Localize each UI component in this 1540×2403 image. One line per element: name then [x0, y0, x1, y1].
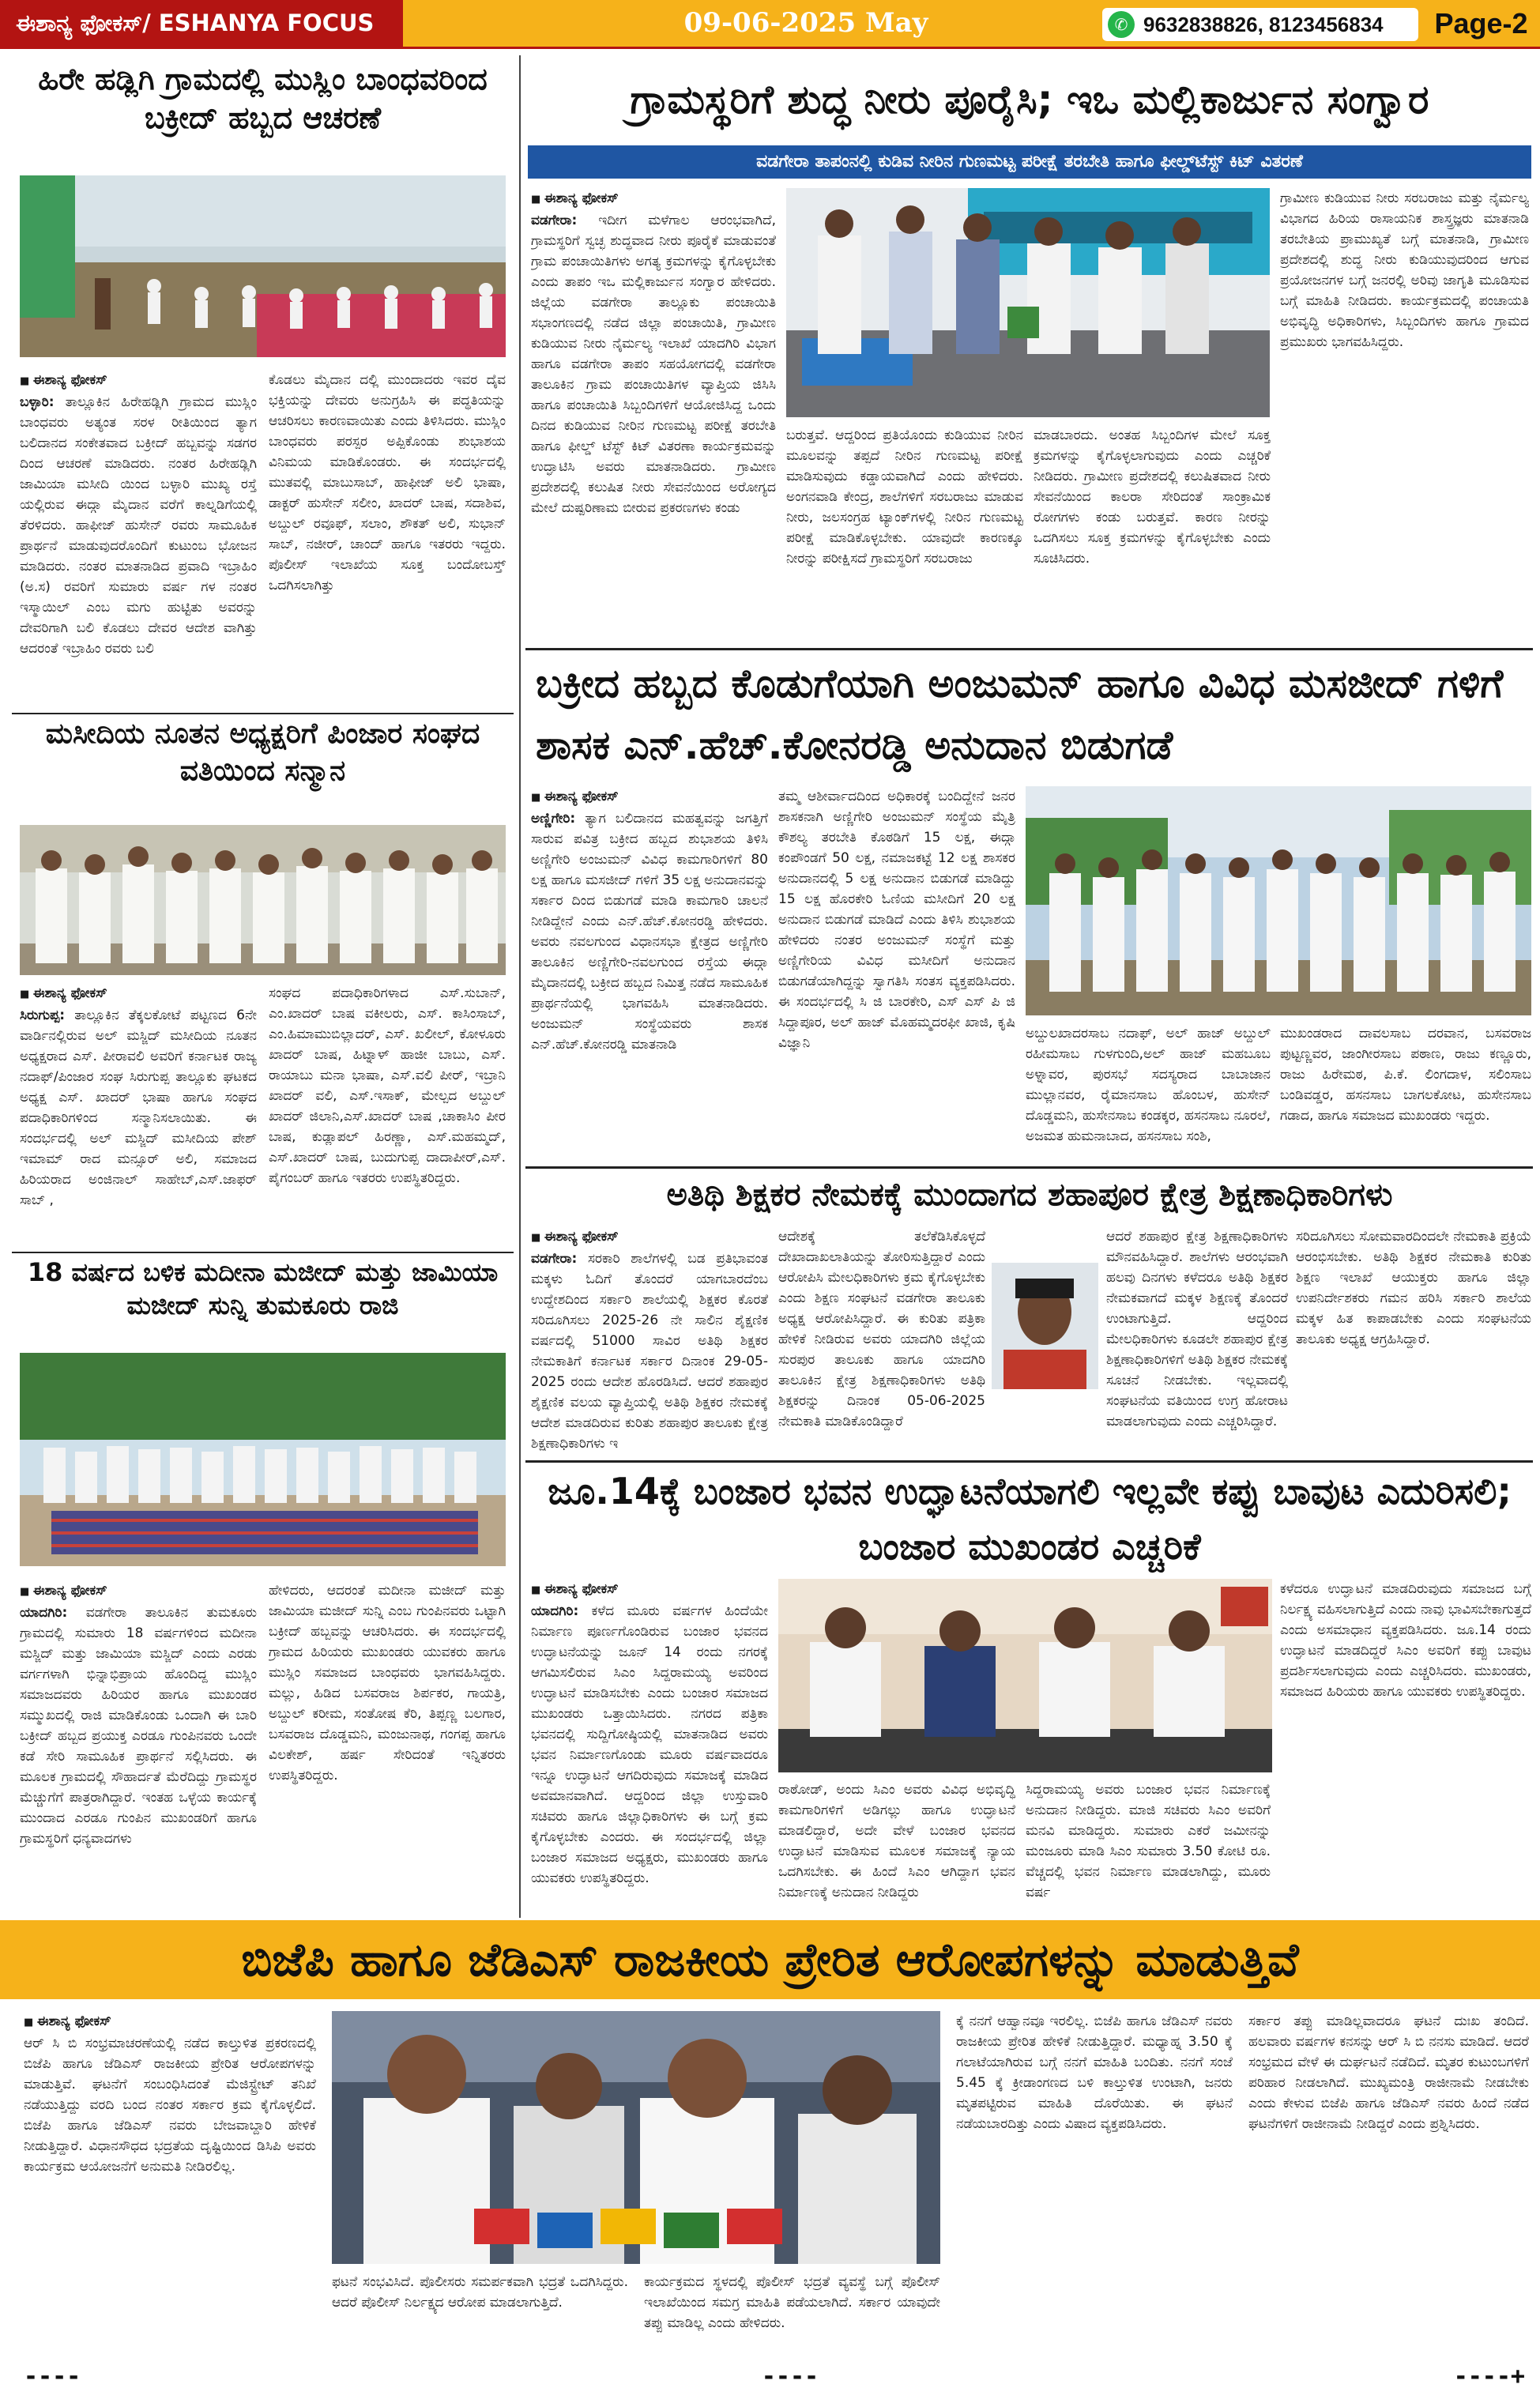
article-text: ಕಳೆದರೂ ಉದ್ಘಾಟನೆ ಮಾಡದಿರುವುದು ಸಮಾಜದ ಬಗ್ಗೆ ನಿರ್ಲಕ್ಷ್ಯ ವಹಿಸಲಾಗುತ್ತಿದೆ ಎಂದು ನಾವು ಭಾವಿಸಬೇಕಾಗುತ್ತದೆ ಎಂದು ಅಸಮಾಧಾನ ವ್ಯಕ್ತಪಡಿಸಿದರು. ಜೂ.14 ರಂದು ಉದ್ಘಾಟನೆ ಮಾಡದಿದ್ದರೆ ಸಿಎಂ ಅವರಿಗೆ ಕಪ್ಪು ಬಾವುಟ ಪ್ರದರ್ಶಿಸಲಾಗುವುದು ಎಂದು ಎಚ್ಚರಿಸಿದರು. ಮುಖಂಡರು, ಸಮಾಜದ ಹಿರಿಯರು ಹಾಗೂ ಯುವಕರು ಉಪಸ್ಥಿತರಿದ್ದರು.	[1280, 1581, 1531, 1700]
article-text: ಅಬ್ದುಲಖಾದರಸಾಬ ನದಾಫ್, ಅಲ್ ಹಾಜ್ ಅಬ್ದುಲ್ ರಹೀಮಸಾಬ ಗುಳಗುಂದಿ,ಅಲ್ ಹಾಜ್ ಮಹಬೂಬ ಅಳ್ನಾವರ, ಪುರಸಭೆ ಸದಸ್ಯರಾದ ಬಾಬಾಜಾನ ಮುಲ್ಲಾನವರ, ರೈಮಾನಸಾಬ ಹೊಂಬಳ, ಹುಸೇನ್ ದೊಡ್ಡಮನಿ, ಹುಸೇನಸಾಬ ಕಂಡಕ್ಕರ, ಹಸನಸಾಬ ನೂರಲೆ, ಅಜಮತ ಹುಮನಾಬಾದ, ಹಸನಸಾಬ ಸಂಶಿ,	[1026, 1026, 1271, 1144]
article-text: ಫಟನೆ ಸಂಭವಿಸಿದೆ. ಪೊಲೀಸರು ಸಮರ್ಪಕವಾಗಿ ಭದ್ರತೆ ಒದಗಿಸಿದ್ದರು. ಆದರೆ ಪೊಲೀಸ್ ನಿರ್ಲಕ್ಷ್ಯದ ಆರೋಪ ಮಾಡಲಾಗುತ್ತಿದೆ.	[332, 2274, 628, 2311]
footer-marker-center: ----	[761, 2363, 819, 2390]
article-text: ಸರಕಾರಿ ಶಾಲೆಗಳಲ್ಲಿ ಬಡ ಪ್ರತಿಭಾವಂತ ಮಕ್ಕಳು ಓದಿಗೆ ತೊಂದರೆ ಯಾಗಬಾರದೆಂಬ ಉದ್ದೇಶದಿಂದ ಸರ್ಕಾರಿ ಶಾಲೆಯಲ್ಲಿ ಶಿಕ್ಷಕರ ಕೊರತೆ ಸರಿದೂಗಿಸಲು 2025-26 ನೇ ಸಾಲಿನ ಶೈಕ್ಷಣಿಕ ವರ್ಷದಲ್ಲಿ 51000 ಸಾವಿರ ಅತಿಥಿ ಶಿಕ್ಷಕರ ನೇಮಕಾತಿಗೆ ಕರ್ನಾಟಕ ಸರ್ಕಾರ ದಿನಾಂಕ 29-05-2025 ರಂದು ಆದೇಶ ಹೊರಡಿಸಿದೆ. ಆದರೆ ಶಹಾಪುರ ಶೈಕ್ಷಣಿಕ ವಲಯ ವ್ಯಾಪ್ತಿಯಲ್ಲಿ ಅತಿಥಿ ಶಿಕ್ಷಕರ ನೇಮಕಕ್ಕೆ ಆದೇಶ ಮಾಡದಿರುವ ಕುರಿತು ಶಹಾಪುರ ತಾಲೂಕು ಕ್ಷೇತ್ರ ಶಿಕ್ಷಣಾಧಿಕಾರಿಗಳು ಇ	[531, 1251, 768, 1452]
article-body-column	[778, 1226, 985, 1456]
article-text: ತ್ಯಾಗ ಬಲಿದಾನದ ಮಹತ್ವವನ್ನು ಜಗತ್ತಿಗೆ ಸಾರುವ ಪವಿತ್ರ ಬಕ್ರೀದ ಹಬ್ಬದ ಶುಭಾಶಯ ತಿಳಿಸಿ ಅಣ್ಣಿಗೇರಿ ಅಂಜುಮನ್ ವಿವಿಧ ಕಾಮಗಾರಿಗಳಿಗೆ 80 ಲಕ್ಷ ಹಾಗೂ ಮಸಜೀದ್ ಗಳಿಗೆ 35 ಲಕ್ಷ ಅನುದಾನವನ್ನು ಸರ್ಕಾರ ದಿಂದ ಬಿಡುಗಡೆ ಮಾಡಿ ಕಾಮಗಾರಿ ಚಾಲನೆ ನೀಡಿದ್ದೇನೆ ಎಂದು ಎನ್.ಹೆಚ್.ಕೋನರಡ್ಡಿ ಹೇಳಿದರು. ಅವರು ನವಲಗುಂದ ವಿಧಾನಸಭಾ ಕ್ಷೇತ್ರದ ಅಣ್ಣಿಗೇರಿ ತಾಲೂಕಿನ ಅಣ್ಣಿಗೇರಿ-ನವಲಗುಂದ ರಸ್ತೆಯ ಈದ್ಗಾ ಮೈದಾನದಲ್ಲಿ ಬಕ್ರೀದ ಹಬ್ಬದ ನಿಮಿತ್ತ ನಡೆದ ಸಾಮೂಹಿಕ ಪ್ರಾರ್ಥನೆಯಲ್ಲಿ ಭಾಗವಹಿಸಿ ಮಾತನಾಡಿದರು. ಅಂಜುಮನ್ ಸಂಸ್ಥೆಯವರು ಶಾಸಕ ಎನ್.ಹೆಚ್.ಕೋನರಡ್ಡಿ ಮಾತನಾಡಿ	[531, 811, 768, 1053]
article-dateline: ವಡಗೇರಾ:	[531, 1251, 578, 1267]
footer-marker-left: ----	[24, 2363, 81, 2390]
article-body-column	[1106, 1226, 1288, 1456]
article-body-column	[1034, 425, 1271, 643]
article-text: ಆದರೆ ಶಹಾಪುರ ಕ್ಷೇತ್ರ ಶಿಕ್ಷಣಾಧಿಕಾರಿಗಳು ಮೌನವಹಿಸಿದ್ದಾರೆ. ಶಾಲೆಗಳು ಆರಂಭವಾಗಿ ಹಲವು ದಿನಗಳು ಕಳೆದರೂ ಅತಿಥಿ ಶಿಕ್ಷಕರ ನೇಮಕವಾಗದೆ ಮಕ್ಕಳ ಶಿಕ್ಷಣಕ್ಕೆ ತೊಂದರೆ ಉಂಟಾಗುತ್ತಿದೆ. ಆದ್ದರಿಂದ ಮೇಲಧಿಕಾರಿಗಳು ಕೂಡಲೇ ಶಹಾಪುರ ಕ್ಷೇತ್ರ ಶಿಕ್ಷಣಾಧಿಕಾರಿಗಳಿಗೆ ಅತಿಥಿ ಶಿಕ್ಷಕರ ನೇಮಕಕ್ಕೆ ಸೂಚನೆ ನೀಡಬೇಕು. ಇಲ್ಲವಾದಲ್ಲಿ ಸಂಘಟನೆಯ ವತಿಯಿಂದ ಉಗ್ರ ಹೋರಾಟ ಮಾಡಲಾಗುವುದು ಎಂದು ಎಚ್ಚರಿಸಿದ್ದಾರೆ.	[1106, 1229, 1288, 1429]
article-text: ಕೊಡಲು ಮೈದಾನ ದಲ್ಲಿ ಮುಂದಾದರು ಇವರ ದೈವ ಭಕ್ತಿಯನ್ನು ದೇವರು ಅನುಗ್ರಹಿಸಿ ಈ ಪದ್ಧತಿಯನ್ನು ಆಚರಿಸಲು ಕಾರಣವಾಯಿತು ಎಂದು ತಿಳಿಸಿದರು. ಮುಸ್ಲಿಂ ಬಾಂಧವರು ಪರಸ್ಪರ ಅಪ್ಪಿಕೊಂಡು ಶುಭಾಶಯ ವಿನಿಮಯ ಮಾಡಿಕೊಂಡರು. ಈ ಸಂದರ್ಭದಲ್ಲಿ ಮುತವಲ್ಲಿ ಮಾಬುಸಾಬ್, ಹಾಫೀಜ್ ಅಲಿ ಭಾಷಾ, ಡಾಕ್ಟರ್ ಹುಸೇನ್ ಸಲೀಂ, ಖಾದರ್ ಬಾಷ, ಸದಾಶಿವ, ಅಬ್ದುಲ್ ರವೂಫ್, ಸಲಾಂ, ಶೌಕತ್ ಅಲಿ, ಸುಭಾನ್ ಸಾಬ್, ನಜೀರ್, ಚಾಂದ್ ಹಾಗೂ ಇತರರು ಇದ್ದರು. ಪೊಲೀಸ್ ಇಲಾಖೆಯ ಸೂಕ್ತ ಬಂದೋಬಸ್ತ್ ಒದಗಿಸಲಾಗಿತ್ತು	[269, 372, 506, 593]
article-body-column	[1280, 1579, 1531, 1915]
newspaper-name: ಈಶಾನ್ಯ ಫೋಕಸ್/ ESHANYA FOCUS	[0, 0, 403, 47]
article-headline: ಬಿಜೆಪಿ ಹಾಗೂ ಜೆಡಿಎಸ್ ರಾಜಕೀಯ ಪ್ರೇರಿತ ಆರೋಪಗಳನ್ನು ಮಾಡುತ್ತಿವೆ	[241, 1933, 1299, 1987]
article-dateline: ಅಣ್ಣಿಗೇರಿ:	[531, 811, 576, 827]
article-byline: ■ ಈಶಾನ್ಯ ಫೋಕಸ್	[20, 1580, 257, 1603]
article-headline: ಜೂ.14ಕ್ಕೆ ಬಂಜಾರ ಭವನ ಉದ್ಘಾಟನೆಯಾಗಲಿ ಇಲ್ಲವೇ ಕಪ್ಪು ಬಾವುಟ ಎದುರಿಸಲಿ; ಬಂಜಾರ ಮುಖಂಡರ ಎಚ್ಚರಿಕೆ	[548, 1470, 1512, 1568]
article-text: ಸರಿದೂಗಿಸಲು ಸೋಮವಾರದಿಂದಲೇ ನೇಮಕಾತಿ ಪ್ರಕ್ರಿಯೆ ಆರಂಭಿಸಬೇಕು. ಅತಿಥಿ ಶಿಕ್ಷಕರ ನೇಮಕಾತಿ ಕುರಿತು ಶಿಕ್ಷಣ ಇಲಾಖೆ ಆಯುಕ್ತರು ಹಾಗೂ ಜಿಲ್ಲಾ ಉಪನಿರ್ದೇಶಕರು ಗಮನ ಹರಿಸಿ ಸರ್ಕಾರಿ ಶಾಲೆಯ ಮಕ್ಕಳ ಹಿತ ಕಾಪಾಡಬೇಕು ಎಂದು ಸಂಘಟನೆಯ ತಾಲೂಕು ಅಧ್ಯಕ್ಷ ಆಗ್ರಹಿಸಿದ್ದಾರೆ.	[1296, 1229, 1531, 1347]
article-text: ಸರ್ಕಾರ ತಪ್ಪು ಮಾಡಿಲ್ಲವಾದರೂ ಘಟನೆ ದುಃಖ ತಂದಿದೆ. ಹಲವಾರು ವರ್ಷಗಳ ಕನಸನ್ನು ಆರ್ ಸಿ ಬಿ ನನಸು ಮಾಡಿದೆ. ಆದರೆ ಸಂಭ್ರಮದ ವೇಳೆ ಈ ದುರ್ಘಟನೆ ನಡೆದಿದೆ. ಮೃತರ ಕುಟುಂಬಗಳಿಗೆ ಪರಿಹಾರ ನೀಡಲಾಗಿದೆ. ಮುಖ್ಯಮಂತ್ರಿ ರಾಜೀನಾಮೆ ನೀಡಬೇಕು ಎಂದು ಕೇಳುವ ಬಿಜೆಪಿ ಹಾಗೂ ಜೆಡಿಎಸ್ ನವರು ಹಿಂದೆ ನಡೆದ ಘಟನೆಗಳಿಗೆ ರಾಜೀನಾಮೆ ನೀಡಿದ್ದರೆ ಎಂದು ಪ್ರಶ್ನಿಸಿದರು.	[1248, 2013, 1529, 2132]
column-divider	[519, 55, 521, 1918]
article-byline: ■ ಈಶಾನ್ಯ ಫೋಕಸ್	[20, 983, 257, 1005]
portrait-photo	[992, 1263, 1098, 1389]
article-body-column	[531, 1579, 768, 1915]
article-byline: ■ ಈಶಾನ್ಯ ಫೋಕಸ್	[20, 370, 257, 392]
article-dateline: ವಡಗೇರಾ:	[531, 213, 578, 228]
article-body-column	[20, 1580, 257, 1912]
article-photo	[20, 825, 506, 975]
article-body-column	[24, 2011, 316, 2351]
article-body-column	[1280, 1023, 1531, 1162]
footer-marker-right: ----+	[1453, 2363, 1525, 2390]
article-dateline: ಯಾದಗಿರಿ:	[531, 1603, 579, 1619]
article-headline: ಬಕ್ರೀದ ಹಬ್ಬದ ಕೊಡುಗೆಯಾಗಿ ಅಂಜುಮನ್ ಹಾಗೂ ವಿವಿಧ ಮಸಜೀದ್ ಗಳಿಗೆ ಶಾಸಕ ಎನ್.ಹೆಚ್.ಕೋನರಡ್ಡಿ ಅನುದಾನ ಬಿಡುಗಡೆ	[536, 661, 1504, 768]
article-photo	[332, 2011, 940, 2264]
article-text: ಸಂಘದ ಪದಾಧಿಕಾರಿಗಳಾದ ಎಸ್.ಸುಬಾನ್, ಎಂ.ಖಾದರ್ ಬಾಷ ವಕೀಲರು, ಎಸ್. ಕಾಸಿಂಸಾಬ್, ಎಂ.ಹಿಮಾಮುಬಿಲ್ಲಾದರ್, ಎಸ್. ಖಲೀಲ್, ಕೋಳೂರು ಖಾದರ್ ಬಾಷ, ಹಿಟ್ನಾಳ್ ಹಾಜೀ ಬಾಬು, ಎಸ್. ರಾಯಾಬು ಮನಾ ಭಾಷಾ, ಎಸ್.ವಲಿ ಪೀರ್, ಇಬ್ರಾನಿ ಖಾದರ್ ವಲಿ, ಎಸ್.ಇಸಾಕ್, ಮೇಲ್ಪದ ಅಬ್ದುಲ್ ಖಾದರ್ ಜಿಲಾನಿ,ಎಸ್.ಖಾದರ್ ಬಾಷ ,ಚಾಕಾಸಿಂ ಪೀರ ಬಾಷ, ಕುಡ್ಲಾಪಲ್ ಹಿರಣ್ಣಾ, ಎಸ್.ಮಹಮ್ಮದ್, ಎಸ್.ಖಾದರ್ ಬಾಷ, ಬುದುಗುಪ್ಪ ದಾದಾಪೀರ್,ಎಸ್. ಪೈಗಂಬರ್ ಹಾಗೂ ಇತರರು ಉಪಸ್ಥಿತರಿದ್ದರು.	[269, 985, 506, 1186]
article-dateline: ಯಾದಗಿರಿ:	[20, 1605, 68, 1621]
article-body-column	[1296, 1226, 1531, 1456]
article-text: ಬರುತ್ತವೆ. ಆದ್ದರಿಂದ ಪ್ರತಿಯೊಂದು ಕುಡಿಯುವ ನೀರಿನ ಮೂಲವನ್ನು ತಪ್ಪದೆ ನೀರಿನ ಗುಣಮಟ್ಟ ಪರೀಕ್ಷೆ ಮಾಡಿಸುವುದು ಕಡ್ಡಾಯವಾಗಿದೆ ಎಂದು ಹೇಳಿದರು. ಅಂಗನವಾಡಿ ಕೇಂದ್ರ, ಶಾಲೆಗಳಿಗೆ ಸರಬರಾಜು ಮಾಡುವ ನೀರು, ಜಲಸಂಗ್ರಹ ಟ್ಯಾಂಕ್‌ಗಳಲ್ಲಿ ನೀರಿನ ಗುಣಮಟ್ಟ ಪರೀಕ್ಷೆ ಮಾಡಿಕೊಳ್ಳಬೇಕು. ಯಾವುದೇ ಕಾರಣಕ್ಕೂ ನೀರನ್ನು ಪರೀಕ್ಷಿಸದೆ ಗ್ರಾಮಸ್ಥರಿಗೆ ಸರಬರಾಜು	[786, 427, 1023, 567]
article-body-column	[20, 370, 257, 710]
article-byline: ■ ಈಶಾನ್ಯ ಫೋಕಸ್	[531, 1579, 768, 1601]
article-dateline: ಬಳ್ಳಾರಿ:	[20, 394, 55, 410]
article-body-column	[332, 2272, 628, 2351]
article-photo	[20, 175, 506, 357]
article-text: ಕ್ಕೆ ನನಗೆ ಆಹ್ವಾನವೂ ಇರಲಿಲ್ಲ. ಬಿಜೆಪಿ ಹಾಗೂ ಜೆಡಿಎಸ್ ನವರು ರಾಜಕೀಯ ಪ್ರೇರಿತ ಹೇಳಿಕೆ ನೀಡುತ್ತಿದ್ದಾರೆ. ಮಧ್ಯಾಹ್ನ 3.50 ಕ್ಕೆ ಗಲಾಟೆಯಾಗಿರುವ ಬಗ್ಗೆ ನನಗೆ ಮಾಹಿತಿ ಬಂದಿತು. ನನಗೆ ಸಂಜೆ 5.45 ಕ್ಕೆ ಕ್ರೀಡಾಂಗಣದ ಬಳಿ ಕಾಲ್ತುಳಿತ ಉಂಟಾಗಿ, ಜನರು ಮೃತಪಟ್ಟಿರುವ ಮಾಹಿತಿ ದೊರೆಯಿತು. ಈ ಘಟನೆ ನಡೆಯಬಾರದಿತ್ತು ಎಂದು ವಿಷಾದ ವ್ಯಕ್ತಪಡಿಸಿದರು.	[956, 2013, 1233, 2132]
article-body-column	[1026, 1023, 1271, 1162]
article-byline: ■ ಈಶಾನ್ಯ ಫೋಕಸ್	[531, 786, 768, 808]
article-subheadline: ವಡಗೇರಾ ತಾಪಂನಲ್ಲಿ ಕುಡಿವ ನೀರಿನ ಗುಣಮಟ್ಟ ಪರೀಕ್ಷೆ ತರಬೇತಿ ಹಾಗೂ ಫೀಲ್ಡ್‌ಟೆಸ್ಟ್ ಕಿಟ್ ವಿತರಣೆ	[528, 145, 1531, 179]
article-body-column	[531, 188, 776, 643]
article-text: ಮಾಡಬಾರದು. ಅಂತಹ ಸಿಬ್ಬಂದಿಗಳ ಮೇಲೆ ಸೂಕ್ತ ಕ್ರಮಗಳನ್ನು ಕೈಗೊಳ್ಳಲಾಗುವುದು ಎಂದು ಎಚ್ಚರಿಕೆ ನೀಡಿದರು. ಗ್ರಾಮೀಣ ಪ್ರದೇಶದಲ್ಲಿ ಕಲುಷಿತವಾದ ನೀರು ಸೇವನೆಯಿಂದ ಕಾಲರಾ ಸೇರಿದಂತೆ ಸಾಂಕ್ರಾಮಿಕ ರೋಗಗಳು ಕಂಡು ಬರುತ್ತವೆ. ಕಾರಣ ನೀರನ್ನು ಒದಗಿಸಲು ಸೂಕ್ತ ಕ್ರಮಗಳನ್ನು ಕೈಗೊಳ್ಳಬೇಕು ಎಂದು ಸೂಚಿಸಿದರು.	[1034, 427, 1271, 567]
contact-phones: 9632838826, 8123456834	[1102, 8, 1418, 41]
article-photo	[778, 1579, 1272, 1772]
article-body-column	[531, 1226, 768, 1456]
article-body-column	[1026, 1780, 1271, 1915]
whatsapp-icon: ✆	[1108, 11, 1135, 38]
article-text: ಇದೀಗ ಮಳೆಗಾಲ ಆರಂಭವಾಗಿದೆ, ಗ್ರಾಮಸ್ಥರಿಗೆ ಸ್ವಚ್ಛ ಶುದ್ಧವಾದ ನೀರು ಪೂರೈಕೆ ಮಾಡುವಂತೆ ಗ್ರಾಮ ಪಂಚಾಯಿತಿಗಳು ಅಗತ್ಯ ಕ್ರಮಗಳನ್ನು ಕೈಗೊಳ್ಳಬೇಕು ಎಂದು ತಾಪಂ ಇಒ ಮಲ್ಲಿಕಾರ್ಜುನ ಸಂಗ್ವಾರ ಹೇಳಿದರು. ಜಿಲ್ಲೆಯ ವಡಗೇರಾ ತಾಲ್ಲೂಕು ಪಂಚಾಯಿತಿ ಸಭಾಂಗಣದಲ್ಲಿ ನಡೆದ ಜಿಲ್ಲಾ ಪಂಚಾಯಿತಿ, ಗ್ರಾಮೀಣ ಕುಡಿಯುವ ನೀರು ನೈರ್ಮಲ್ಯ ಇಲಾಖೆ ಯಾದಗಿರಿ ವಿಭಾಗ ಹಾಗೂ ವಡಗೇರಾ ತಾಪಂ ಸಹಯೋಗದಲ್ಲಿ ವಡಗೇರಾ ತಾಲೂಕಿನ ಗ್ರಾಮ ಪಂಚಾಯಿತಿಗಳ ವ್ಯಾಪ್ತಿಯ ಜಿಸಿಸಿ ಹಾಗೂ ಪಂಚಾಯಿತಿ ಸಿಬ್ಬಂದಿಗಳಿಗೆ ಆಯೋಜಿಸಿದ್ದ ಒಂದು ದಿನದ ಕುಡಿಯುವ ನೀರಿನ ಗುಣಮಟ್ಟ ಪರೀಕ್ಷೆ ತರಬೇತಿ ಹಾಗೂ ಫೀಲ್ಡ್ ಟೆಸ್ಟ್ ಕಿಟ್ ವಿತರಣಾ ಕಾರ್ಯಕ್ರಮವನ್ನು ಉದ್ಘಾಟಿಸಿ ಅವರು ಮಾತನಾಡಿದರು. ಗ್ರಾಮೀಣ ಪ್ರದೇಶದಲ್ಲಿ ಕಲುಷಿತ ನೀರು ಸೇವನೆಯಿಂದ ಅರೋಗ್ಯದ ಮೇಲೆ ದುಷ್ಪರಿಣಾಮ ಬೀರುವ ಪ್ರಕರಣಗಳು ಕಂಡು	[531, 213, 776, 516]
page-number: Page-2	[1434, 7, 1528, 40]
article-text: ತಾಲ್ಲೂಕಿನ ತೆಕ್ಕಲಕೋಟೆ ಪಟ್ಟಣದ 6ನೇ ವಾರ್ಡಿನಲ್ಲಿರುವ ಅಲ್ ಮಸ್ಜಿದ್ ಮಸೀದಿಯ ನೂತನ ಅಧ್ಯಕ್ಷರಾದ ಎಸ್. ಪೀರಾವಲಿ ಅವರಿಗೆ ಕರ್ನಾಟಕ ರಾಜ್ಯ ನದಾಫ್/ಪಿಂಜಾರ ಸಂಘ ಸಿರುಗುಪ್ಪ ತಾಲ್ಲೂಕು ಘಟಕದ ಅಧ್ಯಕ್ಷ ಎಸ್. ಖಾದರ್ ಭಾಷಾ ಹಾಗೂ ಸಂಘದ ಪದಾಧಿಕಾರಿಗಳಿಂದ ಸನ್ಮಾನಿಸಲಾಯಿತು. ಈ ಸಂದರ್ಭದಲ್ಲಿ ಅಲ್ ಮಸ್ಜಿದ್ ಮಸೀದಿಯ ಪೇಶ್ ಇಮಾಮ್ ರಾದ ಮನ್ಸೂರ್ ಅಲಿ, ಸಮಾಜದ ಹಿರಿಯರಾದ ಅಂಜಿನಾಲ್ ಸಾಹೇಬ್,ಎಸ್.ಜಾಫರ್ ಸಾಬ್ ,	[20, 1008, 257, 1208]
article-headline: 18 ವರ್ಷದ ಬಳಿಕ ಮದೀನಾ ಮಜೀದ್ ಮತ್ತು ಜಾಮಿಯಾ ಮಜೀದ್ ಸುನ್ನಿ ತುಮಕೂರು ರಾಜಿ	[27, 1257, 499, 1320]
article-body-column	[1280, 188, 1529, 643]
article-text: ವಡಗೇರಾ ತಾಲೂಕಿನ ತುಮಕೂರು ಗ್ರಾಮದಲ್ಲಿ ಸುಮಾರು 18 ವರ್ಷಗಳಿಂದ ಮದೀನಾ ಮಸ್ಜಿದ್ ಮತ್ತು ಜಾಮಿಯಾ ಮಸ್ಜಿದ್ ಎಂದು ಎರಡು ವರ್ಗಗಳಾಗಿ ಭಿನ್ನಾಭಿಪ್ರಾಯ ಹೊಂದಿದ್ದ ಮುಸ್ಲಿಂ ಸಮಾಜದವರು ಹಿರಿಯರ ಹಾಗೂ ಮುಖಂಡರ ಸಮ್ಮುಖದಲ್ಲಿ ರಾಜಿ ಮಾಡಿಕೊಂಡು ಒಂದಾಗಿ ಈ ಬಾರಿ ಬಕ್ರೀದ್ ಹಬ್ಬದ ಪ್ರಯುಕ್ತ ಎರಡೂ ಗುಂಪಿನವರು ಒಂದೇ ಕಡೆ ಸೇರಿ ಸಾಮೂಹಿಕ ಪ್ರಾರ್ಥನೆ ಸಲ್ಲಿಸಿದರು. ಈ ಮೂಲಕ ಗ್ರಾಮದಲ್ಲಿ ಸೌಹಾರ್ದತೆ ಮೆರೆದಿದ್ದು ಗ್ರಾಮಸ್ಥರ ಮೆಚ್ಚುಗೆಗೆ ಪಾತ್ರರಾಗಿದ್ದಾರೆ. ಇಂತಹ ಒಳ್ಳೆಯ ಕಾರ್ಯಕ್ಕೆ ಮುಂದಾದ ಎರಡೂ ಗುಂಪಿನ ಮುಖಂಡರಿಗೆ ಹಾಗೂ ಗ್ರಾಮಸ್ಥರಿಗೆ ಧನ್ಯವಾದಗಳು	[20, 1605, 257, 1847]
article-photo	[20, 1353, 506, 1566]
article-text: ಮುಖಂಡರಾದ ದಾವಲಸಾಬ ದರವಾನ, ಬಸವರಾಜ ಪುಟ್ಟಣ್ಣವರ, ಜಾಂಗೀರಸಾಬ ಪಠಾಣ, ರಾಜು ಕಣ್ಣೂರು, ರಾಜು ಹಿರೇಮಠ, ಪಿ.ಕೆ. ಲಿಂಗದಾಳ, ಸಲಿಂಸಾಬ ಬಂಡಿವಡ್ಡರ, ಹಸನಸಾಬ ಬಾಗಲಕೋಟ, ಹುಸೇನಸಾಬ ಗಡಾದ, ಹಾಗೂ ಸಮಾಜದ ಮುಖಂಡರು ಇದ್ದರು.	[1280, 1026, 1531, 1124]
article-body-column	[269, 1580, 506, 1912]
article-dateline: ಸಿರುಗುಪ್ಪ:	[20, 1008, 66, 1023]
article-text: ಆದೇಶಕ್ಕೆ ತಲೆಕೆಡಿಸಿಕೊಳ್ಳದೆ ದೇಖಾದಾಖಲಾತಿಯನ್ನು ತೋರಿಸುತ್ತಿದ್ದಾರೆ ಎಂದು ಆರೋಪಿಸಿ ಮೇಲಧಿಕಾರಿಗಳು ಕ್ರಮ ಕೈಗೊಳ್ಳಬೇಕು ಎಂದು ಶಿಕ್ಷಣ ಸಂಘಟನೆ ವಡಗೇರಾ ತಾಲೂಕು ಅಧ್ಯಕ್ಷ ಆರೋಪಿಸಿದ್ದಾರೆ. ಈ ಕುರಿತು ಪತ್ರಿಕಾ ಹೇಳಿಕೆ ನೀಡಿರುವ ಅವರು ಯಾದಗಿರಿ ಜಿಲ್ಲೆಯ ಸುರಪುರ ತಾಲೂಕು ಹಾಗೂ ಯಾದಗಿರಿ ತಾಲೂಕಿನ ಕ್ಷೇತ್ರ ಶಿಕ್ಷಣಾಧಿಕಾರಿಗಳು ಅತಿಥಿ ಶಿಕ್ಷಕರನ್ನು ದಿನಾಂಕ 05-06-2025 ನೇಮಕಾತಿ ಮಾಡಿಕೊಂಡಿದ್ದಾರೆ	[778, 1229, 985, 1429]
article-text: ತಮ್ಮ ಆಶೀರ್ವಾದದಿಂದ ಅಧಿಕಾರಕ್ಕೆ ಬಂದಿದ್ದೇನೆ ಜನರ ಶಾಸಕನಾಗಿ ಅಣ್ಣಿಗೇರಿ ಅಂಜುಮನ್ ಸಂಸ್ಥೆಯ ಮೈತ್ರಿ ಕೌಶಲ್ಯ ತರಬೇತಿ ಕೊಠಡಿಗೆ 15 ಲಕ್ಷ, ಈದ್ಗಾ ಕಂಪೌಂಡಗೆ 50 ಲಕ್ಷ, ನಮಾಜಕಟ್ಟೆ 12 ಲಕ್ಷ ಶಾಸಕರ ಅನುದಾನದಲ್ಲಿ 5 ಲಕ್ಷ ಅನುದಾನ ಬಿಡುಗಡೆ ಮಾಡಿದ್ದು 15 ಲಕ್ಷ ಹೊರಕೇರಿ ಓಣಿಯ ಮಸೀದಿಗೆ 20 ಲಕ್ಷ ಅನುದಾನ ಬಿಡುಗಡೆ ಮಾಡಿದೆ ಎಂದು ತಿಳಿಸಿ ಶುಭಾಶಯ ಹೇಳಿದರು ನಂತರ ಅಂಜುಮನ್ ಸಂಸ್ಥೆಗೆ ಮತ್ತು ಅಣ್ಣಿಗೇರಿಯ ವಿವಿಧ ಮಸೀದಿಗೆ ಅನುದಾನ ಬಿಡುಗಡೆಯಾಗಿದ್ದನ್ನು ಸ್ವಾಗತಿಸಿ ಸಂತಸ ವ್ಯಕ್ತಪಡಿಸಿದರು. ಈ ಸಂದರ್ಭದಲ್ಲಿ ಸಿ ಜಿ ಬಾರಕೇರಿ, ಎಸ್ ಎಸ್ ಪಿ ಜಿ ಸಿದ್ದಾಪೂರ, ಅಲ್ ಹಾಜ್ ಮೊಹಮ್ಮದರಫೀ ಖಾಜಿ, ಕೃಷಿ ವಿಜ್ಞಾನಿ	[778, 789, 1015, 1051]
article-body-column	[20, 983, 257, 1248]
article-body-column	[1248, 2011, 1529, 2351]
article-body-column	[956, 2011, 1233, 2351]
article-body-column	[778, 786, 1015, 1162]
article-text: ಆರ್ ಸಿ ಬಿ ಸಂಭ್ರಮಾಚರಣೆಯಲ್ಲಿ ನಡೆದ ಕಾಲ್ತುಳಿತ ಪ್ರಕರಣದಲ್ಲಿ ಬಿಜೆಪಿ ಹಾಗೂ ಜೆಡಿಎಸ್ ರಾಜಕೀಯ ಪ್ರೇರಿತ ಆರೋಪಗಳನ್ನು ಮಾಡುತ್ತಿವೆ. ಘಟನೆಗೆ ಸಂಬಂಧಿಸಿದಂತೆ ಮೆಜಿಸ್ಟ್ರೇಟ್ ತನಿಖೆ ನಡೆಯುತ್ತಿದ್ದು ವರದಿ ಬಂದ ನಂತರ ಸರ್ಕಾರ ಕ್ರಮ ಕೈಗೊಳ್ಳಲಿದೆ. ಬಿಜೆಪಿ ಹಾಗೂ ಜೆಡಿಎಸ್ ನವರು ಬೇಜವಾಬ್ದಾರಿ ಹೇಳಿಕೆ ನೀಡುತ್ತಿದ್ದಾರೆ. ವಿಧಾನಸೌಧದ ಭದ್ರತೆಯ ದೃಷ್ಟಿಯಿಂದ ಡಿಸಿಪಿ ಅವರು ಕಾರ್ಯಕ್ರಮ ಆಯೋಜನೆಗೆ ಅನುಮತಿ ನೀಡಿರಲಿಲ್ಲ.	[24, 2036, 316, 2175]
article-text: ಕಾರ್ಯಕ್ರಮದ ಸ್ಥಳದಲ್ಲಿ ಪೊಲೀಸ್ ಭದ್ರತೆ ವ್ಯವಸ್ಥೆ ಬಗ್ಗೆ ಪೊಲೀಸ್ ಇಲಾಖೆಯಿಂದ ಸಮಗ್ರ ಮಾಹಿತಿ ಪಡೆಯಲಾಗಿದೆ. ಸರ್ಕಾರ ಯಾವುದೇ ತಪ್ಪು ಮಾಡಿಲ್ಲ ಎಂದು ಹೇಳಿದರು.	[644, 2274, 940, 2331]
article-headline: ಹಿರೇ ಹಡ್ಲಿಗಿ ಗ್ರಾಮದಲ್ಲಿ ಮುಸ್ಲಿಂ ಬಾಂಧವರಿಂದ ಬಕ್ರೀದ್ ಹಬ್ಬದ ಆಚರಣೆ	[38, 62, 488, 136]
article-byline: ■ ಈಶಾನ್ಯ ಫೋಕಸ್	[531, 188, 776, 210]
article-text: ಗ್ರಾಮೀಣ ಕುಡಿಯುವ ನೀರು ಸರಬರಾಜು ಮತ್ತು ನೈರ್ಮಲ್ಯ ವಿಭಾಗದ ಹಿರಿಯ ರಾಸಾಯನಿಕ ಶಾಸ್ತ್ರಜ್ಞರು ಮಾತನಾಡಿ ತರಬೇತಿಯ ಪ್ರಾಮುಖ್ಯತೆ ಬಗ್ಗೆ ಮಾತನಾಡಿ, ಗ್ರಾಮೀಣ ಪ್ರದೇಶದಲ್ಲಿ ಶುದ್ಧ ನೀರು ಕುಡಿಯುವುದರಿಂದ ಆಗುವ ಪ್ರಯೋಜನಗಳ ಬಗ್ಗೆ ಜನರಲ್ಲಿ ಅರಿವು ಜಾಗೃತಿ ಮೂಡಿಸುವ ಬಗ್ಗೆ ಮಾಹಿತಿ ನೀಡಿದರು. ಕಾರ್ಯಕ್ರಮದಲ್ಲಿ ಪಂಚಾಯತಿ ಅಭಿವೃದ್ಧಿ ಅಧಿಕಾರಿಗಳು, ಸಿಬ್ಬಂದಿಗಳು ಹಾಗೂ ಗ್ರಾಮದ ಪ್ರಮುಖರು ಭಾಗವಹಿಸಿದ್ದರು.	[1280, 190, 1529, 350]
article-body-column	[269, 370, 506, 710]
article-text: ಕಳೆದ ಮೂರು ವರ್ಷಗಳ ಹಿಂದೆಯೇ ನಿರ್ಮಾಣ ಪೂರ್ಣಗೊಂಡಿರುವ ಬಂಜಾರ ಭವನದ ಉದ್ಘಾಟನೆಯನ್ನು ಜೂನ್ 14 ರಂದು ನಗರಕ್ಕೆ ಆಗಮಿಸಲಿರುವ ಸಿಎಂ ಸಿದ್ದರಾಮಯ್ಯ ಅವರಿಂದ ಉದ್ಘಾಟನೆ ಮಾಡಿಸಬೇಕು ಎಂದು ಬಂಜಾರ ಸಮಾಜದ ಮುಖಂಡರು ಒತ್ತಾಯಿಸಿದರು. ನಗರದ ಪತ್ರಿಕಾ ಭವನದಲ್ಲಿ ಸುದ್ದಿಗೋಷ್ಠಿಯಲ್ಲಿ ಮಾತನಾಡಿದ ಅವರು ಭವನ ನಿರ್ಮಾಣಗೊಂಡು ಮೂರು ವರ್ಷವಾದರೂ ಇನ್ನೂ ಉದ್ಘಾಟನೆ ಆಗದಿರುವುದು ಸಮಾಜಕ್ಕೆ ಮಾಡಿದ ಅವಮಾನವಾಗಿದೆ. ಆದ್ದರಿಂದ ಜಿಲ್ಲಾ ಉಸ್ತುವಾರಿ ಸಚಿವರು ಹಾಗೂ ಜಿಲ್ಲಾಧಿಕಾರಿಗಳು ಈ ಬಗ್ಗೆ ಕ್ರಮ ಕೈಗೊಳ್ಳಬೇಕು ಎಂದರು. ಈ ಸಂದರ್ಭದಲ್ಲಿ ಜಿಲ್ಲಾ ಬಂಜಾರ ಸಮಾಜದ ಅಧ್ಯಕ್ಷರು, ಮುಖಂಡರು ಹಾಗೂ ಯುವಕರು ಉಪಸ್ಥಿತರಿದ್ದರು.	[531, 1603, 768, 1886]
article-text: ರಾಠೋಡ್, ಅಂದು ಸಿಎಂ ಅವರು ವಿವಿಧ ಅಭಿವೃದ್ಧಿ ಕಾಮಗಾರಿಗಳಿಗೆ ಅಡಿಗಲ್ಲು ಹಾಗೂ ಉದ್ಘಾಟನೆ ಮಾಡಲಿದ್ದಾರೆ, ಅದೇ ವೇಳೆ ಬಂಜಾರ ಭವನದ ಉದ್ಘಾಟನೆ ಮಾಡಿಸುವ ಮೂಲಕ ಸಮಾಜಕ್ಕೆ ನ್ಯಾಯ ಒದಗಿಸಬೇಕು. ಈ ಹಿಂದೆ ಸಿಎಂ ಆಗಿದ್ದಾಗ ಭವನ ನಿರ್ಮಾಣಕ್ಕೆ ಅನುದಾನ ನೀಡಿದ್ದರು	[778, 1782, 1015, 1900]
article-body-column	[786, 425, 1023, 643]
article-text: ಹೇಳಿದರು, ಆದರಂತೆ ಮದೀನಾ ಮಜೀದ್ ಮತ್ತು ಜಾಮಿಯಾ ಮಜೀದ್ ಸುನ್ನಿ ಎಂಬ ಗುಂಪಿನವರು ಒಟ್ಟಾಗಿ ಬಕ್ರೀದ್ ಹಬ್ಬವನ್ನು ಆಚರಿಸಿದರು. ಈ ಸಂದರ್ಭದಲ್ಲಿ ಗ್ರಾಮದ ಹಿರಿಯರು ಮುಖಂಡರು ಯುವಕರು ಹಾಗೂ ಮುಸ್ಲಿಂ ಸಮಾಜದ ಬಾಂಧವರು ಭಾಗವಹಿಸಿದ್ದರು. ಮಲ್ಲು, ಹಿಡಿದ ಬಸವರಾಜ ಶಿರ್ಪಕರ, ಗಾಯತ್ರಿ, ಅಬ್ದುಲ್ ಕರೀಮ, ಸಂತೋಷ ಕೆರಿ, ತಿಪ್ಪಣ್ಣ ಬಲಗಾರ, ಬಸವರಾಜ ದೊಡ್ಡಮನಿ, ಮಂಜುನಾಥ, ಗಂಗಪ್ಪ ಹಾಗೂ ವಿಲಕೇಶ್, ಹರ್ಷ ಸೇರಿದಂತೆ ಇನ್ನಿತರರು ಉಪಸ್ಥಿತರಿದ್ದರು.	[269, 1583, 506, 1783]
article-headline: ಮಸೀದಿಯ ನೂತನ ಅಧ್ಯಕ್ಷರಿಗೆ ಪಿಂಜಾರ ಸಂಘದ ವತಿಯಿಂದ ಸನ್ಮಾನ	[45, 718, 480, 787]
article-byline: ■ ಈಶಾನ್ಯ ಫೋಕಸ್	[24, 2011, 316, 2033]
article-text: ತಾಲ್ಲೂಕಿನ ಹಿರೇಹಡ್ಲಿಗಿ ಗ್ರಾಮದ ಮುಸ್ಲಿಂ ಬಾಂಧವರು ಅತ್ಯಂತ ಸರಳ ರೀತಿಯಿಂದ ತ್ಯಾಗ ಬಲಿದಾನದ ಸಂಕೇತವಾದ ಬಕ್ರೀದ್ ಹಬ್ಬವನ್ನು ಸಡಗರ ದಿಂದ ಆಚರಣೆ ಮಾಡಿದರು. ನಂತರ ಹಿರೇಹಡ್ಲಿಗಿ ಜಾಮಿಯಾ ಮಸೀದಿ ಯಿಂದ ಬಳ್ಳಾರಿ ಮುಖ್ಯ ರಸ್ತೆ ಯಲ್ಲಿರುವ ಈದ್ಗಾ ಮೈದಾನ ವರೆಗೆ ಕಾಲ್ನಡಿಗೆಯಲ್ಲಿ ತೆರಳಿದರು. ಹಾಫೀಜ್ ಹುಸೇನ್ ರವರು ಸಾಮೂಹಿಕ ಪ್ರಾರ್ಥನೆ ಮಾಡುವುದರೊಂದಿಗೆ ಕುಟುಂಬ ಭೋಜನ ಮಾಡಿದರು. ನಂತರ ಮಾತನಾಡಿದ ಪ್ರವಾದಿ ಇಬ್ರಾಹಿಂ (ಅ.ಸ) ರವರಿಗೆ ಸುಮಾರು ವರ್ಷ ಗಳ ನಂತರ ಇಸ್ಮಾಯಿಲ್ ಎಂಬ ಮಗು ಹುಟ್ಟಿತು ಅವರನ್ನು ದೇವರಿಗಾಗಿ ಬಲಿ ಕೊಡಲು ದೇವರ ಆದೇಶ ವಾಗಿತ್ತು ಆದರಂತೆ ಇಬ್ರಾಹಿಂ ರವರು ಬಲಿ	[20, 394, 257, 657]
article-body-column	[644, 2272, 940, 2351]
article-byline: ■ ಈಶಾನ್ಯ ಫೋಕಸ್	[531, 1226, 768, 1249]
issue-date: 09-06-2025 May	[683, 7, 928, 39]
article-text: ಸಿದ್ದರಾಮಯ್ಯ ಅವರು ಬಂಜಾರ ಭವನ ನಿರ್ಮಾಣಕ್ಕೆ ಅನುದಾನ ನೀಡಿದ್ದರು. ಮಾಜಿ ಸಚಿವರು ಸಿಎಂ ಅವರಿಗೆ ಮನವಿ ಮಾಡಿದ್ದರು. ಸುಮಾರು ಎಕರೆ ಜಮೀನನ್ನು ಮಂಜೂರು ಮಾಡಿ ಸಿಎಂ ಸುಮಾರು 3.50 ಕೋಟಿ ರೂ. ವೆಚ್ಚದಲ್ಲಿ ಭವನ ನಿರ್ಮಾಣ ಮಾಡಲಾಗಿದ್ದು, ಮೂರು ವರ್ಷ	[1026, 1782, 1271, 1900]
article-headline: ಅತಿಥಿ ಶಿಕ್ಷಕರ ನೇಮಕಕ್ಕೆ ಮುಂದಾಗದ ಶಹಾಪೂರ ಕ್ಷೇತ್ರ ಶಿಕ್ಷಣಾಧಿಕಾರಿಗಳು	[666, 1177, 1393, 1213]
article-body-column	[531, 786, 768, 1162]
article-body-column	[778, 1780, 1015, 1915]
article-photo	[786, 188, 1270, 417]
article-photo	[1026, 786, 1531, 1015]
article-headline: ಗ್ರಾಮಸ್ಥರಿಗೆ ಶುದ್ಧ ನೀರು ಪೂರೈಸಿ; ಇಒ ಮಲ್ಲಿಕಾರ್ಜುನ ಸಂಗ್ವಾರ	[630, 77, 1429, 122]
article-body-column	[269, 983, 506, 1248]
